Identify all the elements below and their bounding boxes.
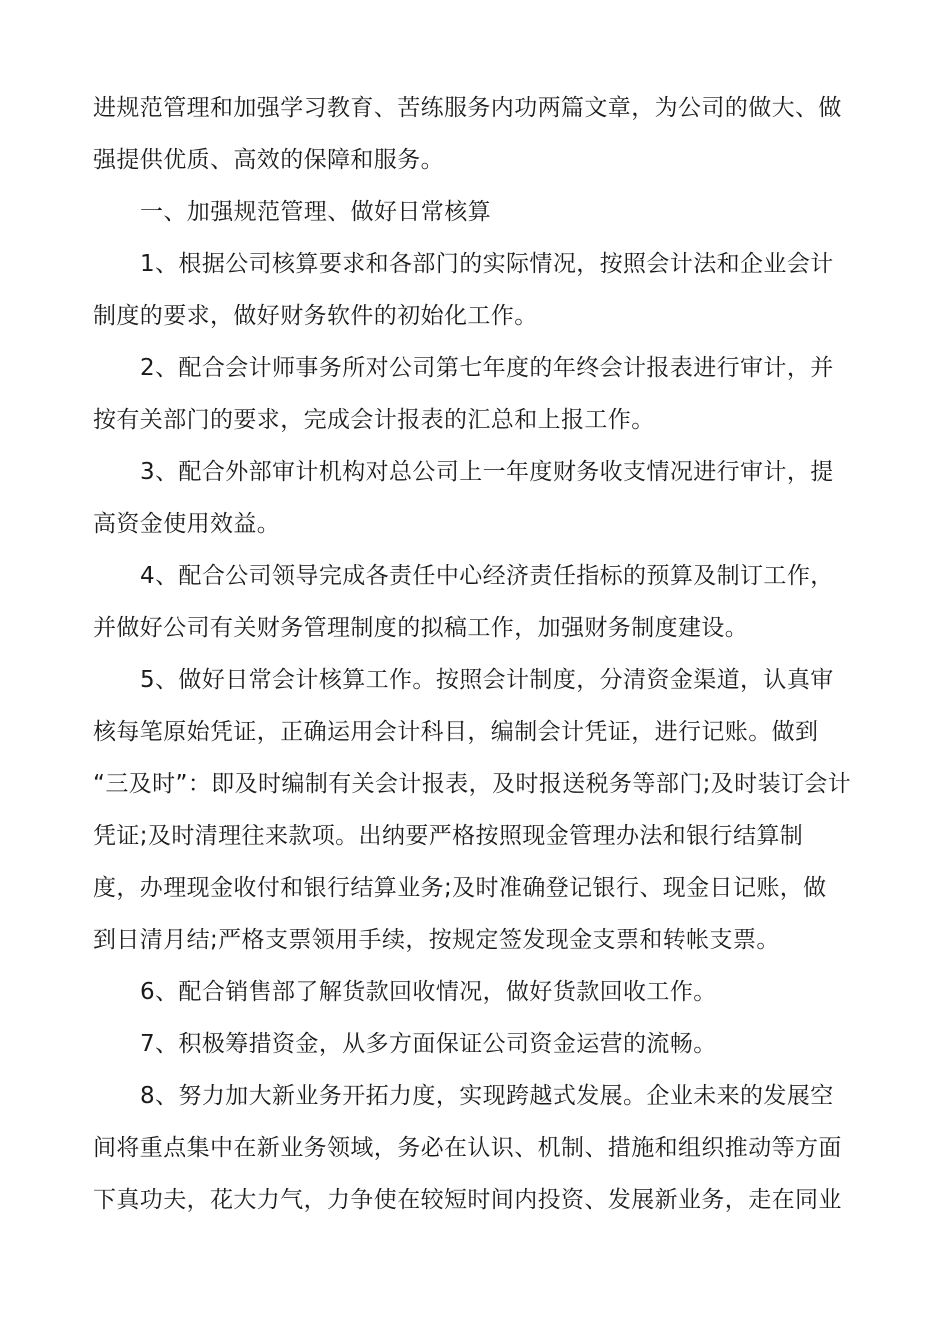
text-line: 凭证;及时清理往来款项。出纳要严格按照现金管理办法和银行结算制 xyxy=(93,823,804,849)
text-line: 核每笔原始凭证，正确运用会计科目，编制会计凭证，进行记账。做到 xyxy=(93,719,819,745)
text-line: 3、配合外部审计机构对总公司上一年度财务收支情况进行审计，提 xyxy=(140,459,834,485)
text-line: 并做好公司有关财务管理制度的拟稿工作，加强财务制度建设。 xyxy=(93,615,749,641)
text-line: 2、配合会计师事务所对公司第七年度的年终会计报表进行审计，并 xyxy=(140,355,834,381)
text-line: 强提供优质、高效的保障和服务。 xyxy=(93,147,444,173)
text-line: 间将重点集中在新业务领域，务必在认识、机制、措施和组织推动等方面 xyxy=(93,1135,842,1161)
text-line: 6、配合销售部了解货款回收情况，做好货款回收工作。 xyxy=(140,979,717,1005)
text-line: 高资金使用效益。 xyxy=(93,511,281,537)
text-line: 8、努力加大新业务开拓力度，实现跨越式发展。企业未来的发展空 xyxy=(140,1083,834,1109)
text-line: 按有关部门的要求，完成会计报表的汇总和上报工作。 xyxy=(93,407,655,433)
text-line: 到日清月结;严格支票领用手续，按规定签发现金支票和转帐支票。 xyxy=(93,927,780,953)
text-line: 度，办理现金收付和银行结算业务;及时准确登记银行、现金日记账，做 xyxy=(93,875,827,901)
text-line: 制度的要求，做好财务软件的初始化工作。 xyxy=(93,303,538,329)
text-line: 4、配合公司领导完成各责任中心经济责任指标的预算及制订工作， xyxy=(140,563,834,589)
text-line: 5、做好日常会计核算工作。按照会计制度，分清资金渠道，认真审 xyxy=(140,667,834,693)
text-line: 下真功夫，花大力气，力争使在较短时间内投资、发展新业务，走在同业 xyxy=(93,1187,842,1213)
text-line: 7、积极筹措资金，从多方面保证公司资金运营的流畅。 xyxy=(140,1031,717,1057)
text-line: 1、根据公司核算要求和各部门的实际情况，按照会计法和企业会计 xyxy=(140,251,834,277)
section-heading: 一、加强规范管理、做好日常核算 xyxy=(140,199,491,225)
text-line: “三及时”：即及时编制有关会计报表，及时报送税务等部门;及时装订会计 xyxy=(93,771,852,797)
text-line: 进规范管理和加强学习教育、苦练服务内功两篇文章，为公司的做大、做 xyxy=(93,95,842,121)
